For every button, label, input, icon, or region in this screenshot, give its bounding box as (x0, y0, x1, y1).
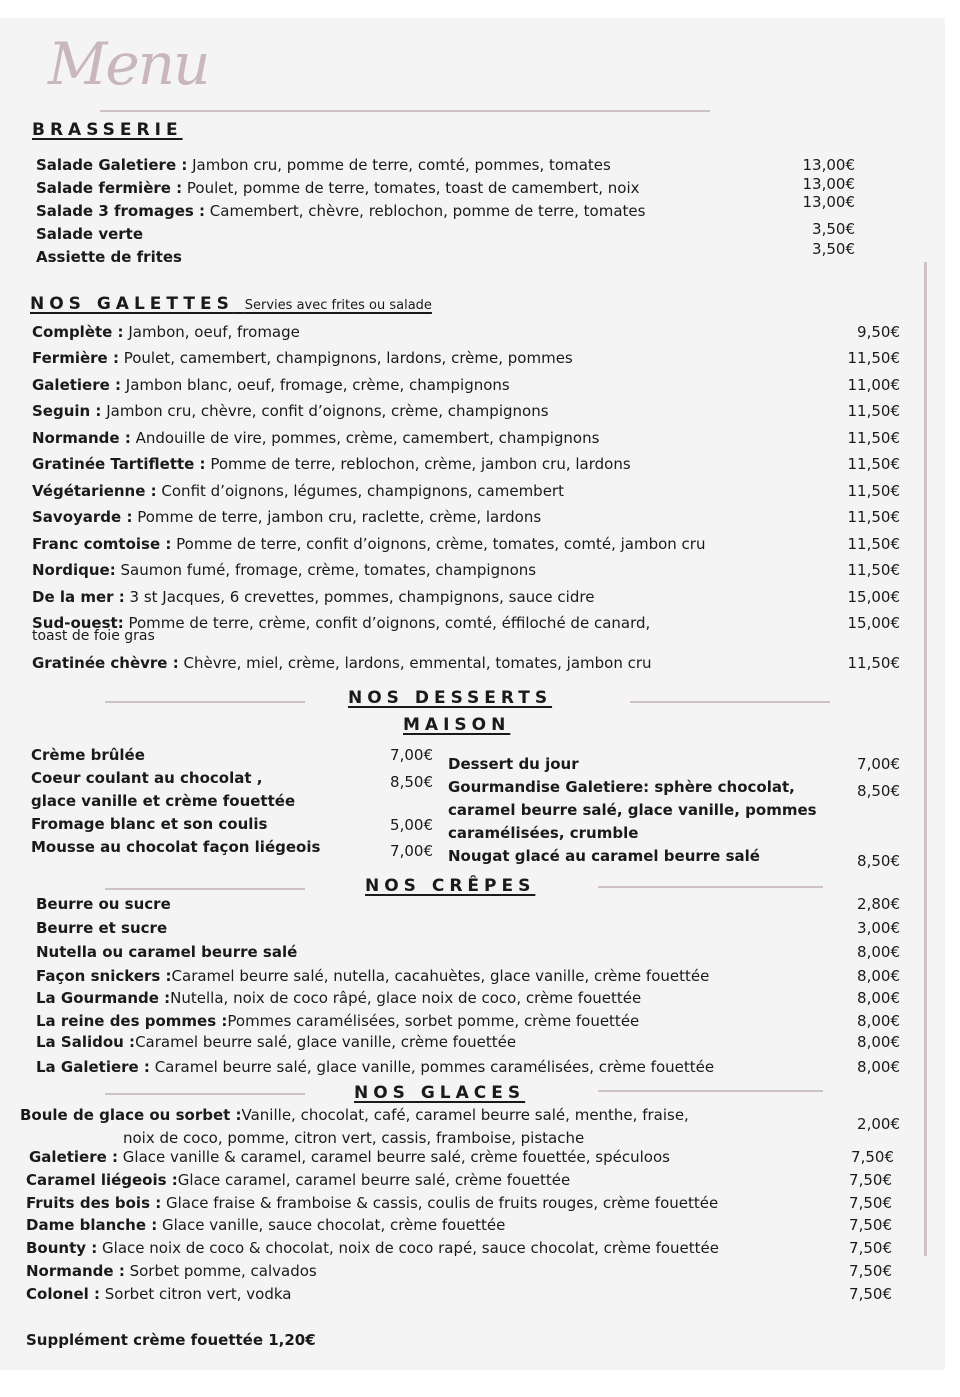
menu-item-price: 15,00€ (847, 614, 900, 632)
menu-item-price: 11,50€ (847, 535, 900, 553)
menu-item-price: 8,00€ (857, 989, 900, 1007)
menu-item: Normande : Andouille de vire, pommes, crème, camembert, champignons (32, 429, 600, 447)
section-title-galettes: NOS GALETTES Servies avec frites ou salade (30, 294, 432, 314)
dessert-item: Nougat glacé au caramel beurre salé (448, 847, 760, 865)
menu-item-price: 8,00€ (857, 1012, 900, 1030)
menu-item-price: 3,50€ (812, 220, 855, 238)
menu-item-price: 11,50€ (847, 429, 900, 447)
menu-item: Façon snickers :Caramel beurre salé, nutella, cacahuètes, glace vanille, crème fouettée (36, 967, 710, 985)
section-subtitle: Servies avec frites ou salade (244, 298, 432, 313)
menu-item: De la mer : 3 st Jacques, 6 crevettes, pommes, champignons, sauce cidre (32, 588, 595, 606)
menu-item-price: 11,50€ (847, 349, 900, 367)
menu-item-price: 7,50€ (849, 1239, 892, 1257)
menu-item: Normande : Sorbet pomme, calvados (26, 1262, 317, 1280)
menu-item: Galetiere : Glace vanille & caramel, caramel beurre salé, crème fouettée, spéculoos (29, 1148, 670, 1166)
menu-item-price: 11,50€ (847, 455, 900, 473)
menu-item-price: 7,50€ (849, 1194, 892, 1212)
menu-item: Complète : Jambon, oeuf, fromage (32, 323, 300, 341)
dessert-item: Coeur coulant au chocolat , (31, 769, 263, 787)
menu-item: Fruits des bois : Glace fraise & framboise & cassis, coulis de fruits rouges, crème fouettée (26, 1194, 719, 1212)
dessert-item: Fromage blanc et son coulis (31, 815, 268, 833)
menu-item-desc-continued: toast de foie gras (32, 628, 155, 644)
menu-item: Sud-ouest: Pomme de terre, crème, confit d’oignons, comté, éffiloché de canard, (32, 614, 651, 632)
menu-item-price: 2,80€ (857, 895, 900, 913)
menu-item: Boule de glace ou sorbet :Vanille, chocolat, café, caramel beurre salé, menthe, fraise, (20, 1106, 689, 1124)
menu-item-price: 8,00€ (857, 967, 900, 985)
menu-item-price: 13,00€ (802, 193, 855, 211)
menu-item: Galetiere : Jambon blanc, oeuf, fromage, crème, champignons (32, 376, 510, 394)
menu-item: Salade Galetiere : Jambon cru, pomme de terre, comté, pommes, tomates (36, 156, 611, 174)
divider (105, 701, 305, 703)
menu-item-price: 13,00€ (802, 175, 855, 193)
menu-item: Bounty : Glace noix de coco & chocolat, noix de coco rapé, sauce chocolat, crème fouettée (26, 1239, 719, 1257)
section-title-desserts: NOS DESSERTS (348, 688, 553, 708)
divider (630, 701, 830, 703)
menu-logo: Menu (48, 30, 209, 98)
menu-item: Savoyarde : Pomme de terre, jambon cru, raclette, crème, lardons (32, 508, 542, 526)
dessert-item-continued: caramélisées, crumble (448, 824, 639, 842)
divider (100, 110, 710, 112)
menu-item-price: 9,50€ (857, 323, 900, 341)
menu-item-desc-continued: noix de coco, pomme, citron vert, cassis, framboise, pistache (123, 1129, 585, 1147)
divider (105, 1093, 305, 1095)
section-title-crepes: NOS CRÊPES (365, 876, 536, 896)
menu-item-price: 11,00€ (847, 376, 900, 394)
menu-item-price: 8,00€ (857, 1058, 900, 1076)
menu-item: Seguin : Jambon cru, chèvre, confit d’oignons, crème, champignons (32, 402, 549, 420)
menu-item: La reine des pommes :Pommes caramélisées, sorbet pomme, crème fouettée (36, 1012, 640, 1030)
menu-item: Fermière : Poulet, camembert, champignons, lardons, crème, pommes (32, 349, 573, 367)
dessert-price: 8,50€ (390, 773, 433, 791)
dessert-price: 7,00€ (857, 755, 900, 773)
menu-item-price: 15,00€ (847, 588, 900, 606)
dessert-item-continued: caramel beurre salé, glace vanille, pommes (448, 801, 817, 819)
menu-item: Nutella ou caramel beurre salé (36, 943, 298, 961)
vertical-divider (924, 262, 927, 1256)
menu-item: La Salidou :Caramel beurre salé, glace vanille, crème fouettée (36, 1033, 517, 1051)
menu-item: Dame blanche : Glace vanille, sauce chocolat, crème fouettée (26, 1216, 506, 1234)
dessert-price: 7,00€ (390, 842, 433, 860)
menu-item: Beurre et sucre (36, 919, 168, 937)
dessert-price: 8,50€ (857, 852, 900, 870)
menu-item-price: 2,00€ (857, 1115, 900, 1133)
menu-item-price: 8,00€ (857, 943, 900, 961)
menu-item-price: 8,00€ (857, 1033, 900, 1051)
menu-item-price: 7,50€ (851, 1148, 894, 1166)
menu-item-price: 11,50€ (847, 402, 900, 420)
menu-item-price: 7,50€ (849, 1285, 892, 1303)
menu-item: Assiette de frites (36, 248, 182, 266)
divider (598, 1090, 823, 1092)
menu-item: Colonel : Sorbet citron vert, vodka (26, 1285, 292, 1303)
menu-item-price: 11,50€ (847, 508, 900, 526)
menu-item-price: 11,50€ (847, 654, 900, 672)
dessert-item-continued: glace vanille et crème fouettée (31, 792, 296, 810)
dessert-price: 5,00€ (390, 816, 433, 834)
menu-item: La Galetiere : Caramel beurre salé, glace vanille, pommes caramélisées, crème fouettée (36, 1058, 715, 1076)
menu-item: La Gourmande :Nutella, noix de coco râpé, glace noix de coco, crème fouettée (36, 989, 642, 1007)
menu-item: Nordique: Saumon fumé, fromage, crème, tomates, champignons (32, 561, 537, 579)
menu-item-price: 7,50€ (849, 1171, 892, 1189)
divider (105, 888, 305, 890)
menu-item: Végétarienne : Confit d’oignons, légumes, champignons, camembert (32, 482, 564, 500)
dessert-price: 8,50€ (857, 782, 900, 800)
supplement-note: Supplément crème fouettée 1,20€ (26, 1331, 316, 1349)
menu-item: Gratinée Tartiflette : Pomme de terre, reblochon, crème, jambon cru, lardons (32, 455, 631, 473)
menu-item-price: 3,00€ (857, 919, 900, 937)
dessert-price: 7,00€ (390, 746, 433, 764)
dessert-item: Crème brûlée (31, 746, 145, 764)
menu-item: Salade verte (36, 225, 144, 243)
menu-item-price: 11,50€ (847, 482, 900, 500)
menu-item: Salade fermière : Poulet, pomme de terre, tomates, toast de camembert, noix (36, 179, 640, 197)
dessert-item: Mousse au chocolat façon liégeois (31, 838, 321, 856)
section-title-maison: MAISON (403, 715, 511, 735)
menu-item-price: 7,50€ (849, 1262, 892, 1280)
dessert-item: Gourmandise Galetiere: sphère chocolat, (448, 778, 795, 796)
menu-item: Salade 3 fromages : Camembert, chèvre, reblochon, pomme de terre, tomates (36, 202, 646, 220)
menu-item-price: 7,50€ (849, 1216, 892, 1234)
menu-item: Beurre ou sucre (36, 895, 171, 913)
menu-item: Franc comtoise : Pomme de terre, confit d’oignons, crème, tomates, comté, jambon cru (32, 535, 706, 553)
menu-item-price: 11,50€ (847, 561, 900, 579)
dessert-item: Dessert du jour (448, 755, 579, 773)
divider (598, 886, 823, 888)
menu-item-price: 13,00€ (802, 156, 855, 174)
section-title-glaces: NOS GLACES (354, 1083, 526, 1103)
menu-item-price: 3,50€ (812, 240, 855, 258)
section-title-brasserie: BRASSERIE (32, 120, 183, 140)
menu-item: Gratinée chèvre : Chèvre, miel, crème, lardons, emmental, tomates, jambon cru (32, 654, 652, 672)
menu-item: Caramel liégeois :Glace caramel, caramel beurre salé, crème fouettée (26, 1171, 571, 1189)
